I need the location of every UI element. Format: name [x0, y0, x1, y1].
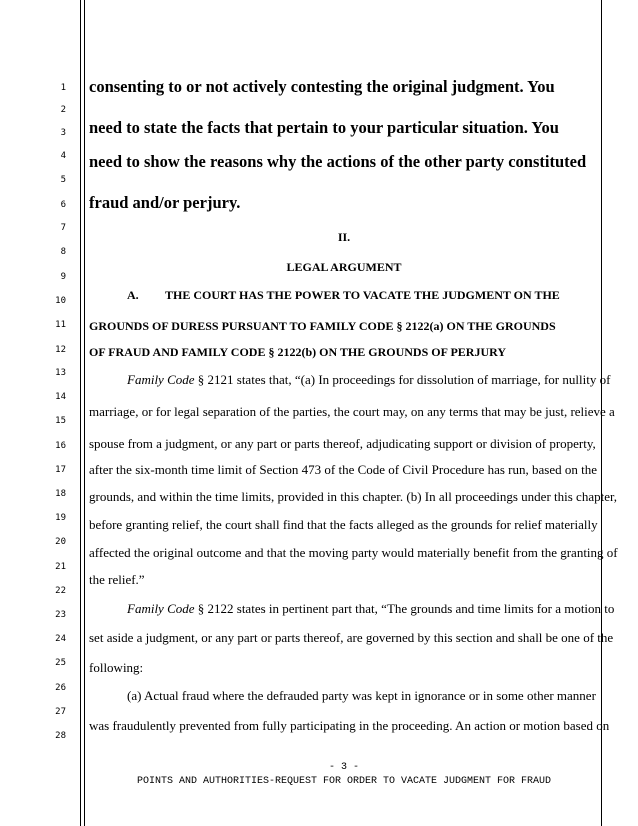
heading-a-text: THE COURT HAS THE POWER TO VACATE THE JUDGMENT ON THE	[165, 288, 560, 302]
section-number: II.	[337, 230, 351, 244]
intro-line: fraud and/or perjury.	[89, 193, 241, 212]
para3-line: was fraudulently prevented from fully participating in the proceeding. An action or motion based on	[89, 718, 610, 733]
line-number: 18	[55, 489, 66, 499]
intro-line: need to show the reasons why the actions of the other party constituted	[89, 152, 587, 171]
para3-line	[89, 688, 596, 704]
line-number: 16	[55, 441, 66, 451]
para2-text: § 2122 states in pertinent part that, “The grounds and time limits for a motion to	[194, 601, 615, 616]
para1-line: marriage, or for legal separation of the parties, the court may, on any terms that may be just, relieve a	[89, 404, 615, 419]
line-number: 20	[55, 537, 66, 547]
line-number: 5	[60, 175, 66, 185]
page-number: - 3 -	[328, 762, 359, 773]
para1-text: § 2121 states that, “(a) In proceedings for dissolution of marriage, for nullity of	[194, 372, 611, 387]
para3-text: (a) Actual fraud where the defrauded party was kept in ignorance or in some other manner	[127, 688, 596, 703]
para1-line: before granting relief, the court shall find that the facts alleged as the grounds for relief materially	[89, 517, 598, 532]
line-number: 13	[55, 368, 66, 378]
line-number: 3	[60, 128, 66, 138]
intro-line: consenting to or not actively contesting the original judgment. You	[89, 77, 555, 96]
family-code-citation: Family Code	[127, 601, 195, 616]
heading-a	[89, 287, 560, 303]
para1-line: spouse from a judgment, or any part or parts thereof, adjudicating support or division of property,	[89, 436, 596, 451]
line-number: 28	[55, 731, 66, 741]
line-number: 17	[55, 465, 66, 475]
left-margin-rule-outer	[80, 0, 81, 826]
line-number: 25	[55, 658, 66, 668]
section-title: LEGAL ARGUMENT	[286, 260, 402, 274]
footer-caption: POINTS AND AUTHORITIES-REQUEST FOR ORDER TO VACATE JUDGMENT FOR FRAUD	[136, 776, 552, 787]
line-number: 10	[55, 296, 66, 306]
heading-a-line: GROUNDS OF DURESS PURSUANT TO FAMILY CODE § 2122(a) ON THE GROUNDS	[89, 319, 556, 333]
line-number: 15	[55, 416, 66, 426]
heading-a-line: OF FRAUD AND FAMILY CODE § 2122(b) ON THE GROUNDS OF PERJURY	[89, 345, 507, 359]
left-margin-rule-inner	[84, 0, 85, 826]
line-number: 27	[55, 707, 66, 717]
line-number: 2	[60, 105, 66, 115]
line-number: 9	[60, 272, 66, 282]
para2-line: set aside a judgment, or any part or parts thereof, are governed by this section and shall be one of the	[89, 630, 614, 645]
para2-line	[89, 601, 614, 617]
line-number: 19	[55, 513, 66, 523]
line-number: 4	[60, 151, 66, 161]
intro-line: need to state the facts that pertain to your particular situation. You	[89, 118, 559, 137]
line-number: 21	[55, 562, 66, 572]
line-number: 26	[55, 683, 66, 693]
para1-line: the relief.”	[89, 572, 145, 587]
line-number: 24	[55, 634, 66, 644]
line-number: 11	[55, 320, 66, 330]
line-number: 22	[55, 586, 66, 596]
family-code-citation: Family Code	[127, 372, 195, 387]
line-number: 7	[60, 223, 66, 233]
para1-line: affected the original outcome and that the moving party would materially benefit from the granting of	[89, 545, 618, 560]
line-number: 12	[55, 345, 66, 355]
line-number: 14	[55, 392, 66, 402]
para1-line	[89, 372, 610, 388]
line-number: 1	[60, 83, 66, 93]
heading-a-label: A.	[127, 288, 139, 302]
line-number: 8	[60, 247, 66, 257]
para2-line: following:	[89, 660, 144, 675]
line-number: 6	[60, 200, 66, 210]
para1-line: grounds, and within the time limits, provided in this chapter. (b) In all proceedings under this chapter,	[89, 489, 618, 504]
para1-line: after the six-month time limit of Section 473 of the Code of Civil Procedure has run, based on the	[89, 462, 597, 477]
line-number: 23	[55, 610, 66, 620]
